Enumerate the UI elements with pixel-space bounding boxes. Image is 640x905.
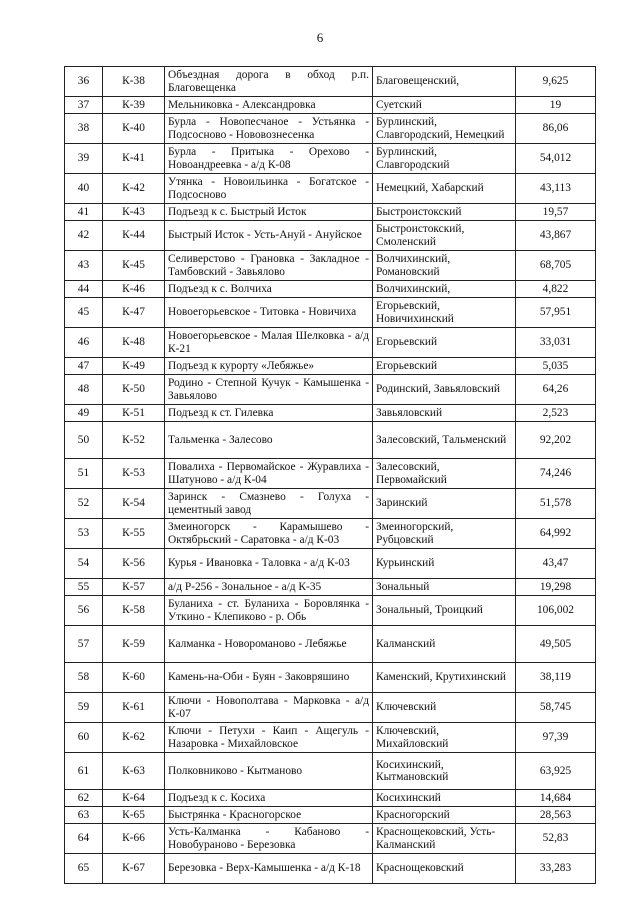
table-row [65,358,596,375]
road-code: К-66 [103,824,165,854]
row-number: 45 [65,298,103,328]
row-number: 61 [65,753,103,790]
table-row [65,663,596,693]
row-number: 50 [65,422,103,459]
road-code: К-45 [103,251,165,281]
table-row [65,790,596,807]
road-length: 9,625 [516,67,596,97]
road-code: К-43 [103,204,165,221]
road-route: Быстрянка - Красногорское [165,807,373,824]
row-number: 58 [65,663,103,693]
road-route: Буланиха - ст. Буланиха - Боровлянка - Уткино - Клепиково - р. Обь [165,596,373,626]
row-number: 60 [65,723,103,753]
road-length: 43,113 [516,174,596,204]
road-route: Бурла - Новопесчаное - Устьянка - Подсосново - Нововознесенка [165,114,373,144]
row-number: 55 [65,579,103,596]
table-row [65,422,596,459]
road-district: Косихинский, Кытмановский [373,753,516,790]
road-route: Тальменка - Залесово [165,422,373,459]
road-code: К-44 [103,221,165,251]
road-length: 64,26 [516,375,596,405]
road-length: 38,119 [516,663,596,693]
road-length: 54,012 [516,144,596,174]
road-code: К-38 [103,67,165,97]
table-row [65,549,596,579]
road-length: 63,925 [516,753,596,790]
road-code: К-47 [103,298,165,328]
row-number: 37 [65,97,103,114]
table-row [65,405,596,422]
table-row [65,596,596,626]
row-number: 57 [65,626,103,663]
table-row [65,854,596,884]
road-district: Егорьевский [373,358,516,375]
road-route: Подъезд к курорту «Лебяжье» [165,358,373,375]
road-district: Егорьевский [373,328,516,358]
row-number: 59 [65,693,103,723]
road-district: Егорьевский, Новичихинский [373,298,516,328]
road-district: Зональный [373,579,516,596]
table-row [65,298,596,328]
road-district: Благовещенский, [373,67,516,97]
road-route: Заринск - Смазнево - Голуха - цементный завод [165,489,373,519]
road-route: Родино - Степной Кучук - Камышенка - Завьялово [165,375,373,405]
road-district: Быстроистокский, Смоленский [373,221,516,251]
road-code: К-60 [103,663,165,693]
road-district: Бурлинский, Славгородский, Немецкий [373,114,516,144]
road-district: Заринский [373,489,516,519]
roads-table-body [65,67,596,884]
road-code: К-39 [103,97,165,114]
road-route: а/д Р-256 - Зональное - а/д К-35 [165,579,373,596]
road-route: Камень-на-Оби - Буян - Заковряшино [165,663,373,693]
road-code: К-55 [103,519,165,549]
table-row [65,489,596,519]
road-route: Полковниково - Кытманово [165,753,373,790]
road-length: 49,505 [516,626,596,663]
row-number: 46 [65,328,103,358]
road-district: Каменский, Крутихинский [373,663,516,693]
road-code: К-57 [103,579,165,596]
road-code: К-59 [103,626,165,663]
row-number: 47 [65,358,103,375]
roads-table [64,66,596,884]
table-row [65,375,596,405]
road-length: 68,705 [516,251,596,281]
road-district: Змеиногорский, Рубцовский [373,519,516,549]
row-number: 52 [65,489,103,519]
table-row [65,626,596,663]
road-route: Усть-Калманка - Кабаново - Новобураново - Березовка [165,824,373,854]
road-route: Селиверстово - Грановка - Закладное - Тамбовский - Завьялово [165,251,373,281]
road-code: К-52 [103,422,165,459]
road-length: 43,47 [516,549,596,579]
road-length: 4,822 [516,281,596,298]
road-length: 28,563 [516,807,596,824]
road-length: 97,39 [516,723,596,753]
road-district: Быстроистокский [373,204,516,221]
road-code: К-54 [103,489,165,519]
road-code: К-64 [103,790,165,807]
road-length: 106,002 [516,596,596,626]
road-district: Родинский, Завьяловский [373,375,516,405]
row-number: 63 [65,807,103,824]
road-length: 57,951 [516,298,596,328]
road-route: Березовка - Верх-Камышенка - а/д К-18 [165,854,373,884]
table-row [65,579,596,596]
row-number: 54 [65,549,103,579]
road-length: 19,298 [516,579,596,596]
road-district: Волчихинский, Романовский [373,251,516,281]
road-code: К-67 [103,854,165,884]
row-number: 53 [65,519,103,549]
road-length: 19,57 [516,204,596,221]
road-route: Ключи - Новополтава - Марковка - а/д К-07 [165,693,373,723]
road-code: К-56 [103,549,165,579]
road-route: Подъезд к с. Быстрый Исток [165,204,373,221]
road-length: 43,867 [516,221,596,251]
road-code: К-58 [103,596,165,626]
road-code: К-48 [103,328,165,358]
row-number: 41 [65,204,103,221]
road-length: 33,031 [516,328,596,358]
row-number: 48 [65,375,103,405]
row-number: 44 [65,281,103,298]
table-row [65,328,596,358]
road-district: Ключевский [373,693,516,723]
row-number: 38 [65,114,103,144]
page-number: 6 [316,30,324,45]
row-number: 43 [65,251,103,281]
road-district: Залесовский, Тальменский [373,422,516,459]
table-row [65,459,596,489]
road-district: Краснощековский [373,854,516,884]
road-length: 86,06 [516,114,596,144]
road-district: Волчихинский, [373,281,516,298]
road-code: К-61 [103,693,165,723]
road-district: Зональный, Троицкий [373,596,516,626]
table-row [65,144,596,174]
road-district: Красногорский [373,807,516,824]
row-number: 36 [65,67,103,97]
table-row [65,807,596,824]
road-length: 92,202 [516,422,596,459]
road-route: Объездная дорога в обход р.п. Благовещенка [165,67,373,97]
road-code: К-49 [103,358,165,375]
road-route: Новоегорьевское - Малая Шелковка - а/д К-21 [165,328,373,358]
row-number: 40 [65,174,103,204]
road-route: Новоегорьевское - Титовка - Новичиха [165,298,373,328]
road-code: К-42 [103,174,165,204]
road-district: Краснощековский, Усть-Калманский [373,824,516,854]
table-row [65,723,596,753]
road-length: 58,745 [516,693,596,723]
road-code: К-63 [103,753,165,790]
table-row [65,281,596,298]
road-length: 19 [516,97,596,114]
road-route: Утянка - Новоильинка - Богатское - Подсосново [165,174,373,204]
table-row [65,251,596,281]
road-route: Ключи - Петухи - Каип - Ащегуль - Назаровка - Михайловское [165,723,373,753]
table-row [65,824,596,854]
road-code: К-41 [103,144,165,174]
road-length: 74,246 [516,459,596,489]
road-district: Ключевский, Михайловский [373,723,516,753]
road-length: 33,283 [516,854,596,884]
road-district: Суетский [373,97,516,114]
road-route: Калманка - Новороманово - Лебяжье [165,626,373,663]
road-code: К-46 [103,281,165,298]
row-number: 39 [65,144,103,174]
road-route: Курья - Ивановка - Таловка - а/д К-03 [165,549,373,579]
road-length: 51,578 [516,489,596,519]
row-number: 62 [65,790,103,807]
row-number: 56 [65,596,103,626]
road-district: Завьяловский [373,405,516,422]
road-code: К-40 [103,114,165,144]
road-route: Быстрый Исток - Усть-Ануй - Ануйское [165,221,373,251]
road-route: Мельниковка - Александровка [165,97,373,114]
table-row [65,753,596,790]
road-route: Змеиногорск - Карамышево - Октябрьский - Саратовка - а/д К-03 [165,519,373,549]
table-row [65,693,596,723]
row-number: 64 [65,824,103,854]
road-length: 14,684 [516,790,596,807]
table-row [65,204,596,221]
road-code: К-62 [103,723,165,753]
road-code: К-50 [103,375,165,405]
road-district: Немецкий, Хабарский [373,174,516,204]
row-number: 42 [65,221,103,251]
road-length: 52,83 [516,824,596,854]
road-length: 64,992 [516,519,596,549]
road-district: Курьинский [373,549,516,579]
road-district: Залесовский, Первомайский [373,459,516,489]
table-row [65,97,596,114]
road-district: Бурлинский, Славгородский [373,144,516,174]
table-row [65,519,596,549]
row-number: 65 [65,854,103,884]
table-row [65,114,596,144]
table-row [65,221,596,251]
road-district: Косихинский [373,790,516,807]
road-code: К-51 [103,405,165,422]
table-row [65,67,596,97]
row-number: 49 [65,405,103,422]
road-length: 2,523 [516,405,596,422]
road-code: К-65 [103,807,165,824]
road-code: К-53 [103,459,165,489]
road-district: Калманский [373,626,516,663]
road-length: 5,035 [516,358,596,375]
road-route: Бурла - Притыка - Орехово - Новоандреевка - а/д К-08 [165,144,373,174]
table-row [65,174,596,204]
row-number: 51 [65,459,103,489]
road-route: Подъезд к с. Косиха [165,790,373,807]
road-route: Подъезд к ст. Гилевка [165,405,373,422]
road-route: Подъезд к с. Волчиха [165,281,373,298]
road-route: Повалиха - Первомайское - Журавлиха - Шатуново - а/д К-04 [165,459,373,489]
